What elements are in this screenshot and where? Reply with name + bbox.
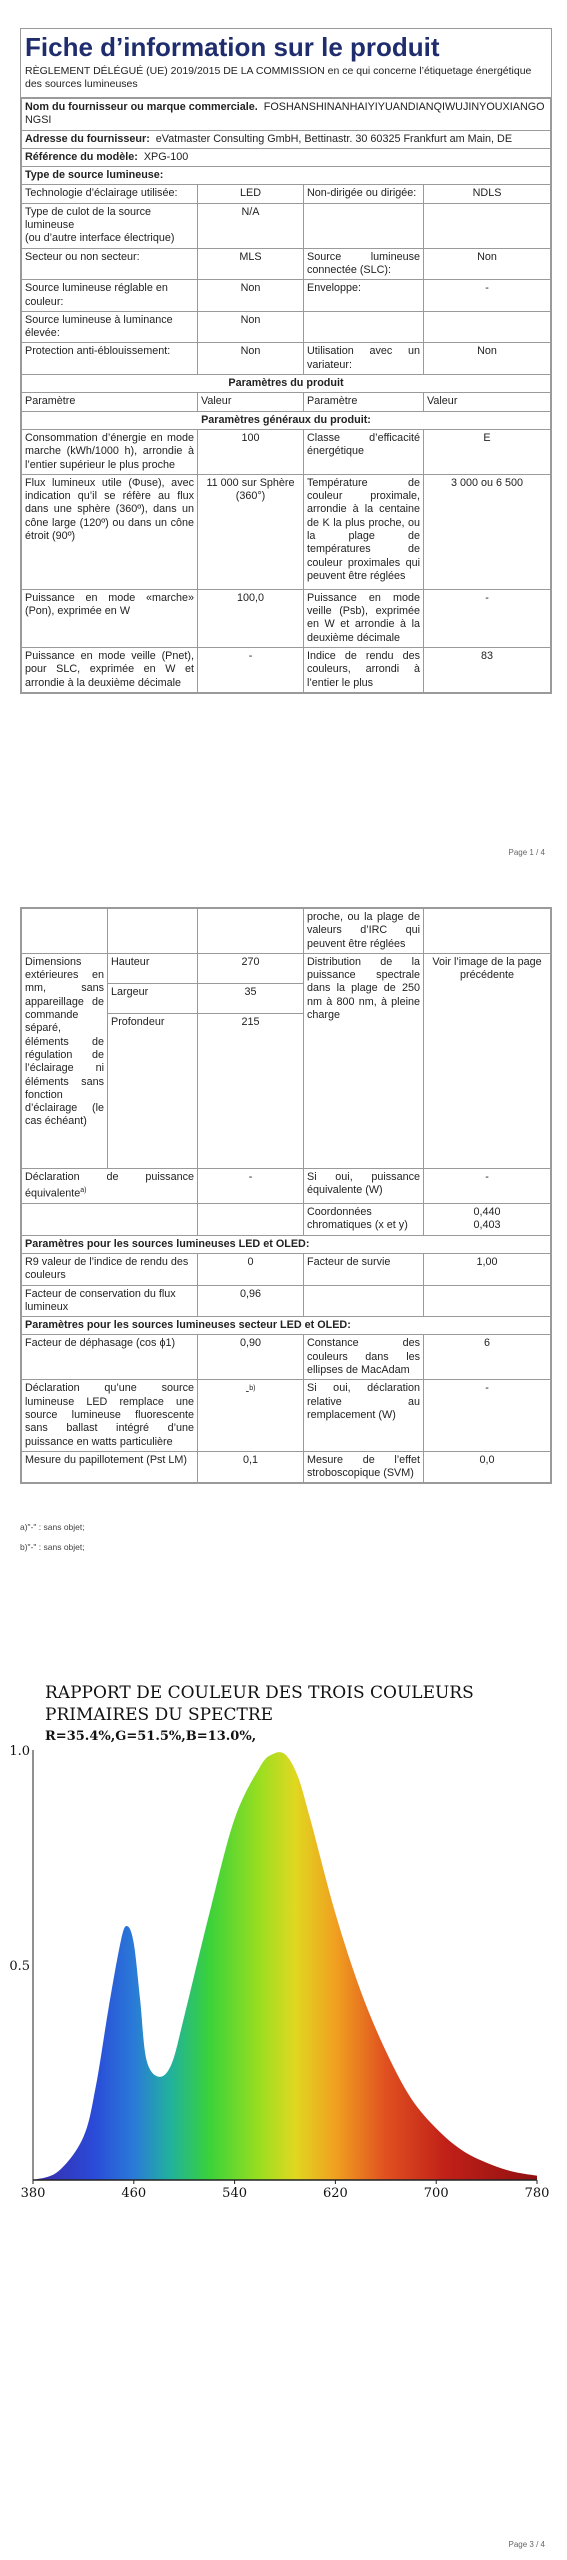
colour-tunable-label: Source lumineuse réglable en couleur: bbox=[22, 280, 198, 312]
r9-label: R9 valeur de l’indice de rendu des couleurs bbox=[22, 1253, 198, 1285]
footnote-marker-a: a) bbox=[80, 1187, 87, 1195]
supplier-table bbox=[21, 98, 551, 693]
chart-title-line-1: RAPPORT DE COULEUR DES TROIS COULEURS bbox=[45, 1683, 474, 1703]
macadam-value: 6 bbox=[424, 1335, 551, 1380]
supplier-value: FOSHANSHINANHAIYIYUANDIANQIWUJINYOUXIANGONGSI bbox=[25, 101, 545, 127]
spectral-distribution-value: Voir l’image de la page précédente bbox=[424, 953, 551, 1168]
model-row bbox=[22, 148, 551, 166]
high-luminance-value: Non bbox=[198, 311, 304, 343]
table-row bbox=[22, 953, 551, 983]
high-luminance-label: Source lumineuse à luminance élevée: bbox=[22, 311, 198, 343]
chromaticity-label: Coordonnées chromatiques (x et y) bbox=[304, 1204, 424, 1236]
stroboscopic-label: Mesure de l’effet stroboscopique (SVM) bbox=[304, 1451, 424, 1483]
table-row bbox=[22, 185, 551, 203]
mains-value: MLS bbox=[198, 248, 304, 280]
supplier-row bbox=[22, 99, 551, 131]
footnote-a: a)"-" : sans objet; bbox=[20, 1522, 85, 1532]
equivalent-power-claim-value: - bbox=[198, 1168, 304, 1203]
page-1 bbox=[0, 0, 567, 860]
height-label: Hauteur bbox=[108, 953, 198, 983]
flicker-label: Mesure du papillotement (Pst LM) bbox=[22, 1451, 198, 1483]
connected-source-value: Non bbox=[424, 248, 551, 280]
chromaticity-x: 0,440 bbox=[473, 1206, 501, 1219]
empty-cell bbox=[304, 1285, 424, 1317]
width-label: Largeur bbox=[108, 983, 198, 1013]
colour-temperature-label: Température de couleur proximale, arrondie à la centaine de K la plus proche, ou la plage de températures de couleur proximales qui peuvent être réglées bbox=[304, 474, 424, 589]
standby-power-label: Puissance en mode veille (Psb), exprimée en W et arrondie à la deuxième décimale bbox=[304, 589, 424, 647]
x-tick-label-460: 460 bbox=[121, 2186, 147, 2201]
product-parameters-heading: Paramètres du produit bbox=[22, 375, 551, 393]
source-type-heading: Type de source lumineuse: bbox=[22, 167, 551, 185]
on-mode-power-value: 100,0 bbox=[198, 589, 304, 647]
fluorescent-replacement-label: Déclaration qu’une source lumineuse LED remplace une source lumineuse fluorescente sans ballast intégré d’une puissance en watts particulière bbox=[22, 1380, 198, 1451]
depth-label: Profondeur bbox=[108, 1013, 198, 1168]
address-value: eVatmaster Consulting GmbH, Bettinastr. 30 60325 Frankfurt am Main, DE bbox=[155, 132, 513, 145]
flicker-value: 0,1 bbox=[198, 1451, 304, 1483]
column-header-value: Valeur bbox=[198, 393, 304, 411]
energy-class-label: Classe d’efficacité énergétique bbox=[304, 429, 424, 474]
page-number: Page 3 / 4 bbox=[508, 2540, 545, 2549]
x-tick-label-380: 380 bbox=[20, 2186, 46, 2201]
lighting-technology-label: Technologie d’éclairage utilisée: bbox=[22, 185, 198, 203]
chart-title-line-2: PRIMAIRES DU SPECTRE bbox=[45, 1705, 274, 1725]
chart-subtitle: R=35.4%,G=51.5%,B=13.0%, bbox=[45, 1729, 257, 1744]
macadam-label: Constance des couleurs dans les ellipses de MacAdam bbox=[304, 1335, 424, 1380]
equivalent-power-claim-text: Déclaration de puissance équivalente bbox=[25, 1170, 194, 1200]
table-row bbox=[22, 909, 551, 954]
depth-value: 215 bbox=[198, 1013, 304, 1168]
table-row bbox=[22, 1335, 551, 1380]
chromaticity-values bbox=[424, 1204, 551, 1236]
footnote-marker-b: b) bbox=[249, 1385, 256, 1393]
dimensions-label: Dimensions extérieures en mm, sans appareillage de commande séparé, éléments de régulation de l’éclairage ni éléments sans fonction d’éclairage (le cas échéant) bbox=[22, 953, 108, 1168]
cap-type-value: N/A bbox=[198, 203, 304, 248]
colour-temperature-value: 3 000 ou 6 500 bbox=[424, 474, 551, 589]
energy-class-value: E bbox=[424, 429, 551, 474]
led-oled-heading: Paramètres pour les sources lumineuses LED et OLED: bbox=[22, 1235, 551, 1253]
table-row bbox=[22, 1204, 551, 1236]
fluorescent-replacement-dash: - bbox=[245, 1385, 250, 1398]
x-tick-label-620: 620 bbox=[322, 2186, 348, 2201]
empty-cell bbox=[108, 909, 198, 954]
cap-type-label: Type de culot de la source lumineuse (ou d’autre interface électrique) bbox=[22, 203, 198, 248]
plot-area bbox=[9, 1744, 549, 2201]
column-header-parameter: Paramètre bbox=[304, 393, 424, 411]
equivalent-power-label: Si oui, puissance équivalente (W) bbox=[304, 1168, 424, 1203]
page-3 bbox=[0, 1660, 567, 2560]
table-row bbox=[22, 429, 551, 474]
table-row bbox=[22, 474, 551, 589]
width-value: 35 bbox=[198, 983, 304, 1013]
empty-cell bbox=[424, 311, 551, 343]
dimmer-value: Non bbox=[424, 343, 551, 375]
flux-maintenance-label: Facteur de conservation du flux lumineux bbox=[22, 1285, 198, 1317]
model-label: Référence du modèle: bbox=[25, 150, 138, 163]
parameters-table-continued bbox=[21, 908, 551, 1483]
mains-led-heading: Paramètres pour les sources lumineuses secteur LED et OLED: bbox=[22, 1317, 551, 1335]
flux-maintenance-value: 0,96 bbox=[198, 1285, 304, 1317]
networked-standby-value: - bbox=[198, 648, 304, 693]
y-tick-label-1.0: 1.0 bbox=[9, 1744, 30, 1759]
chromaticity-y: 0,403 bbox=[473, 1219, 501, 1232]
table-row bbox=[22, 343, 551, 375]
envelope-value: - bbox=[424, 280, 551, 312]
empty-cell bbox=[22, 1204, 198, 1236]
empty-cell bbox=[424, 909, 551, 954]
replacement-power-label: Si oui, déclaration relative au remplacement (W) bbox=[304, 1380, 424, 1451]
table-row bbox=[22, 1380, 551, 1451]
page-2 bbox=[0, 905, 567, 1625]
x-tick-label-700: 700 bbox=[423, 2186, 449, 2201]
table-row bbox=[22, 1253, 551, 1285]
table-row bbox=[22, 311, 551, 343]
on-mode-energy-label: Consommation d’énergie en mode marche (kWh/1000 h), arrondie à l’entier supérieur le plus proche bbox=[22, 429, 198, 474]
spectral-distribution-label: Distribution de la puissance spectrale dans la plage de 250 nm à 800 nm, à pleine charge bbox=[304, 953, 424, 1168]
networked-standby-label: Puissance en mode veille (Pnet), pour SLC, exprimée en W et arrondie à la deuxième décimale bbox=[22, 648, 198, 693]
general-parameters-heading: Paramètres généraux du produit: bbox=[22, 411, 551, 429]
dimmer-label: Utilisation avec un variateur: bbox=[304, 343, 424, 375]
empty-cell bbox=[198, 1204, 304, 1236]
fluorescent-replacement-value bbox=[198, 1380, 304, 1451]
empty-cell bbox=[424, 203, 551, 248]
supplier-label: Nom du fournisseur ou marque commerciale. bbox=[25, 101, 258, 113]
r9-value: 0 bbox=[198, 1253, 304, 1285]
product-sheet-continued bbox=[20, 907, 552, 1484]
anti-glare-value: Non bbox=[198, 343, 304, 375]
column-header-parameter: Paramètre bbox=[22, 393, 198, 411]
table-row bbox=[22, 648, 551, 693]
colour-tunable-value: Non bbox=[198, 280, 304, 312]
footnote-b: b)"-" : sans objet; bbox=[20, 1542, 85, 1552]
y-tick-label-0.5: 0.5 bbox=[9, 1959, 30, 1974]
empty-cell bbox=[22, 909, 108, 954]
directional-label: Non-dirigée ou dirigée: bbox=[304, 185, 424, 203]
replacement-power-value: - bbox=[424, 1380, 551, 1451]
lighting-technology-value: LED bbox=[198, 185, 304, 203]
address-row bbox=[22, 130, 551, 148]
useful-flux-label: Flux lumineux utile (Φuse), avec indication qu’il se réfère au flux dans une sphère (360º), dans un cône large (120º) ou dans un cône étroit (90º) bbox=[22, 474, 198, 589]
table-row bbox=[22, 280, 551, 312]
envelope-label: Enveloppe: bbox=[304, 280, 424, 312]
cri-label: Indice de rendu des couleurs, arrondi à l’entier le plus bbox=[304, 648, 424, 693]
cri-value: 83 bbox=[424, 648, 551, 693]
connected-source-label: Source lumineuse connectée (SLC): bbox=[304, 248, 424, 280]
table-row bbox=[22, 1168, 551, 1203]
mains-label: Secteur ou non secteur: bbox=[22, 248, 198, 280]
displacement-factor-label: Facteur de déphasage (cos ϕ1) bbox=[22, 1335, 198, 1380]
equivalent-power-value: - bbox=[424, 1168, 551, 1203]
cri-label-continued: proche, ou la plage de valeurs d’IRC qui peuvent être réglées bbox=[304, 909, 424, 954]
column-header-value: Valeur bbox=[424, 393, 551, 411]
empty-cell bbox=[304, 311, 424, 343]
spectrum-chart bbox=[0, 1680, 567, 2240]
x-tick-label-540: 540 bbox=[222, 2186, 248, 2201]
table-row bbox=[22, 1285, 551, 1317]
anti-glare-label: Protection anti-éblouissement: bbox=[22, 343, 198, 375]
empty-cell bbox=[304, 203, 424, 248]
standby-power-value: - bbox=[424, 589, 551, 647]
stroboscopic-value: 0,0 bbox=[424, 1451, 551, 1483]
product-sheet bbox=[20, 28, 552, 694]
regulation-subtitle: RÈGLEMENT DÉLÉGUÉ (UE) 2019/2015 DE LA COMMISSION en ce qui concerne l’étiquetage énergétique des sources lumineuses bbox=[21, 63, 551, 98]
column-header-row bbox=[22, 393, 551, 411]
table-row bbox=[22, 589, 551, 647]
useful-flux-value: 11 000 sur Sphère (360°) bbox=[198, 474, 304, 589]
page-title: Fiche d’information sur le produit bbox=[25, 32, 440, 62]
equivalent-power-claim-label bbox=[22, 1168, 198, 1203]
page-number: Page 1 / 4 bbox=[508, 848, 545, 857]
directional-value: NDLS bbox=[424, 185, 551, 203]
table-row bbox=[22, 1451, 551, 1483]
height-value: 270 bbox=[198, 953, 304, 983]
address-label: Adresse du fournisseur: bbox=[25, 132, 150, 145]
empty-cell bbox=[198, 909, 304, 954]
on-mode-energy-value: 100 bbox=[198, 429, 304, 474]
spectrum-area bbox=[33, 1752, 537, 2180]
survival-factor-label: Facteur de survie bbox=[304, 1253, 424, 1285]
on-mode-power-label: Puissance en mode «marche» (Pon), exprimée en W bbox=[22, 589, 198, 647]
table-row bbox=[22, 203, 551, 248]
survival-factor-value: 1,00 bbox=[424, 1253, 551, 1285]
displacement-factor-value: 0,90 bbox=[198, 1335, 304, 1380]
x-tick-label-780: 780 bbox=[524, 2186, 550, 2201]
empty-cell bbox=[424, 1285, 551, 1317]
model-value: XPG-100 bbox=[143, 150, 189, 163]
table-row bbox=[22, 248, 551, 280]
